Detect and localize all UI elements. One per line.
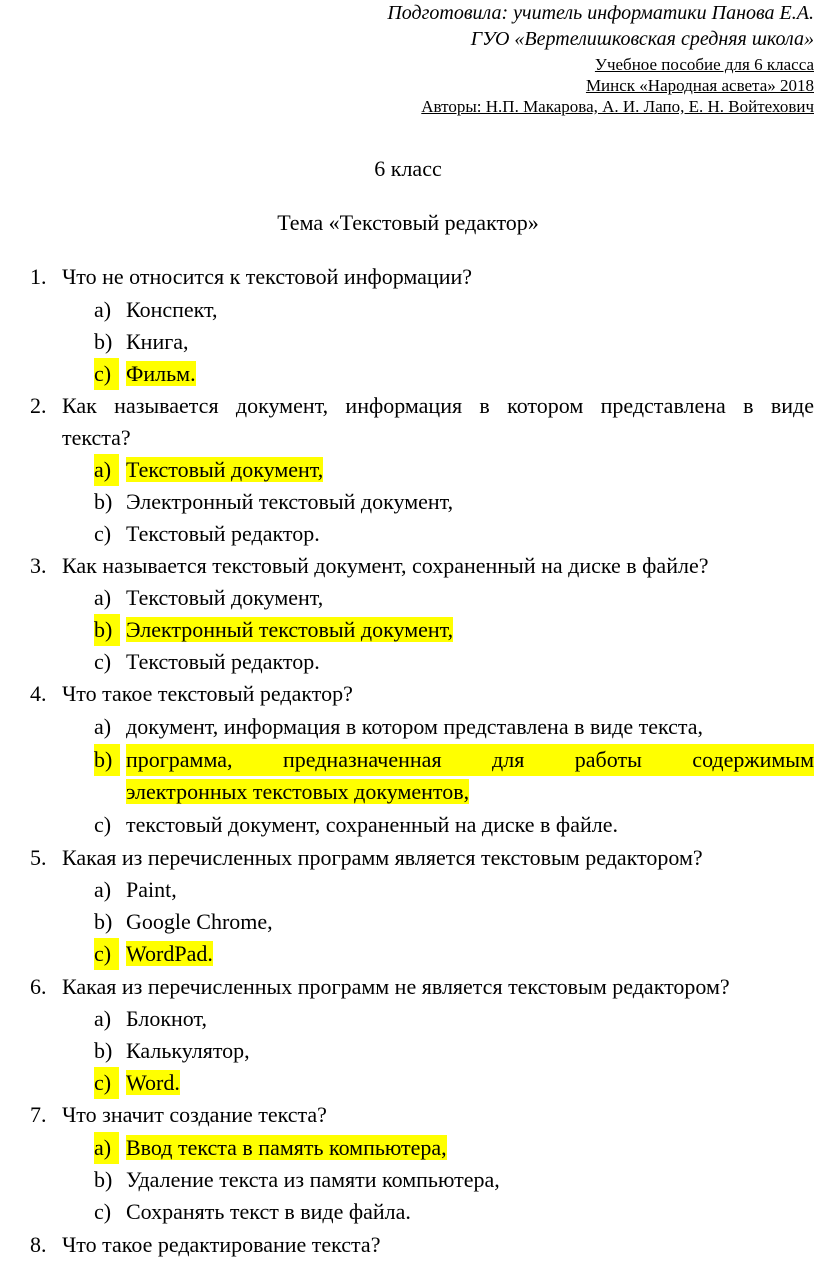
answer-text: документ, информация в котором представлена в виде текста,: [126, 714, 704, 739]
answer-2b: [94, 486, 814, 518]
answer-letter: b): [94, 489, 113, 514]
answer-letter: a): [94, 1006, 112, 1031]
answer-letter: c): [94, 358, 119, 390]
question-4: [30, 678, 814, 710]
question-number: 8.: [30, 1232, 47, 1257]
document-header: [387, 0, 814, 117]
answer-text: Word.: [126, 1070, 180, 1095]
answer-text: Paint,: [126, 877, 177, 902]
answer-letter: a): [94, 585, 112, 610]
question-text: Какая из перечисленных программ является текстовым редактором?: [62, 845, 703, 870]
answer-text: Конспект,: [126, 297, 218, 322]
answer-letter: c): [94, 1199, 112, 1224]
answer-7a-correct: [94, 1132, 814, 1164]
answer-7c: [94, 1196, 814, 1228]
topic-title: Тема «Текстовый редактор»: [277, 210, 539, 235]
answer-3b-correct: [94, 614, 814, 646]
answer-letter: c): [94, 521, 112, 546]
answer-1a: [94, 294, 814, 326]
answer-text: Текстовый редактор.: [126, 521, 320, 546]
question-3: [30, 550, 814, 582]
answer-text: Google Chrome,: [126, 909, 273, 934]
answer-letter: b): [94, 614, 120, 646]
answer-text-line-1: программа, предназначенная для работы содержимым: [126, 744, 814, 776]
question-7: [30, 1099, 814, 1131]
answer-4b-correct: [94, 744, 814, 808]
question-6: [30, 971, 814, 1003]
question-8: [30, 1229, 814, 1261]
answer-text: Электронный текстовый документ,: [126, 489, 454, 514]
answer-4c: [94, 809, 814, 841]
answer-text: Сохранять текст в виде файла.: [126, 1199, 411, 1224]
question-number: 2.: [30, 393, 47, 418]
header-authors: Авторы: Н.П. Макарова, А. И. Лапо, Е. Н. Войтехович: [421, 97, 814, 116]
answer-text-line-2: электронных текстовых документов,: [126, 779, 470, 804]
question-text: Какая из перечисленных программ не является текстовым редактором?: [62, 974, 730, 999]
question-number: 4.: [30, 681, 47, 706]
answer-5a: [94, 874, 814, 906]
answer-letter: c): [94, 938, 119, 970]
answer-letter: b): [94, 329, 113, 354]
answer-5b: [94, 906, 814, 938]
answer-text: Фильм.: [126, 361, 196, 386]
answer-5c-correct: [94, 938, 814, 970]
answer-3c: [94, 646, 814, 678]
answer-text: Удаление текста из памяти компьютера,: [126, 1167, 500, 1192]
answer-text: Книга,: [126, 329, 189, 354]
answer-6a: [94, 1003, 814, 1035]
question-1: [30, 261, 814, 293]
answer-text: Текстовый документ,: [126, 457, 324, 482]
question-number: 3.: [30, 553, 47, 578]
question-text-line-1: Как называется документ, информация в котором представлена в виде: [62, 393, 814, 418]
question-number: 6.: [30, 974, 47, 999]
answer-text: Калькулятор,: [126, 1038, 250, 1063]
question-number: 5.: [30, 845, 47, 870]
header-author: Подготовила: учитель информатики Панова Е.А.: [387, 2, 814, 24]
answer-text: Текстовый редактор.: [126, 649, 320, 674]
answer-letter: a): [94, 714, 112, 739]
question-text: Что значит создание текста?: [62, 1102, 327, 1127]
question-2: [30, 390, 814, 454]
answer-letter: b): [94, 1167, 113, 1192]
answer-4a: [94, 711, 814, 743]
header-publisher: Минск «Народная асвета» 2018: [585, 76, 814, 95]
answer-letter: b): [94, 744, 120, 776]
answer-letter: c): [94, 649, 112, 674]
answer-letter: a): [94, 877, 112, 902]
answer-letter: a): [94, 454, 119, 486]
question-text-line-2: текста?: [62, 425, 131, 450]
question-number: 1.: [30, 264, 47, 289]
answer-text: Блокнот,: [126, 1006, 207, 1031]
answer-text: Ввод текста в память компьютера,: [126, 1135, 447, 1160]
question-number: 7.: [30, 1102, 47, 1127]
question-5: [30, 842, 814, 874]
header-school: ГУО «Вертелишковская средняя школа»: [470, 28, 814, 50]
answer-text: текстовый документ, сохраненный на диске в файле.: [126, 812, 618, 837]
answer-2c: [94, 518, 814, 550]
answer-text: Текстовый документ,: [126, 585, 324, 610]
answer-letter: b): [94, 1038, 113, 1063]
answer-letter: c): [94, 1067, 119, 1099]
header-textbook: Учебное пособие для 6 класса: [594, 55, 814, 74]
answer-3a: [94, 582, 814, 614]
question-text: Что такое редактирование текста?: [62, 1232, 381, 1257]
answer-6c-correct: [94, 1067, 814, 1099]
answer-text: WordPad.: [126, 941, 213, 966]
answer-letter: c): [94, 812, 112, 837]
answer-1c-correct: [94, 358, 814, 390]
answer-1b: [94, 326, 814, 358]
answer-letter: b): [94, 909, 113, 934]
question-text: Что не относится к текстовой информации?: [62, 264, 473, 289]
answer-letter: a): [94, 1132, 119, 1164]
question-text: Что такое текстовый редактор?: [62, 681, 353, 706]
answer-text: Электронный текстовый документ,: [126, 617, 454, 642]
question-text: Как называется текстовый документ, сохраненный на диске в файле?: [62, 553, 709, 578]
answer-6b: [94, 1035, 814, 1067]
answer-7b: [94, 1164, 814, 1196]
grade-title: 6 класс: [374, 156, 442, 181]
answer-letter: a): [94, 297, 112, 322]
answer-2a-correct: [94, 454, 814, 486]
